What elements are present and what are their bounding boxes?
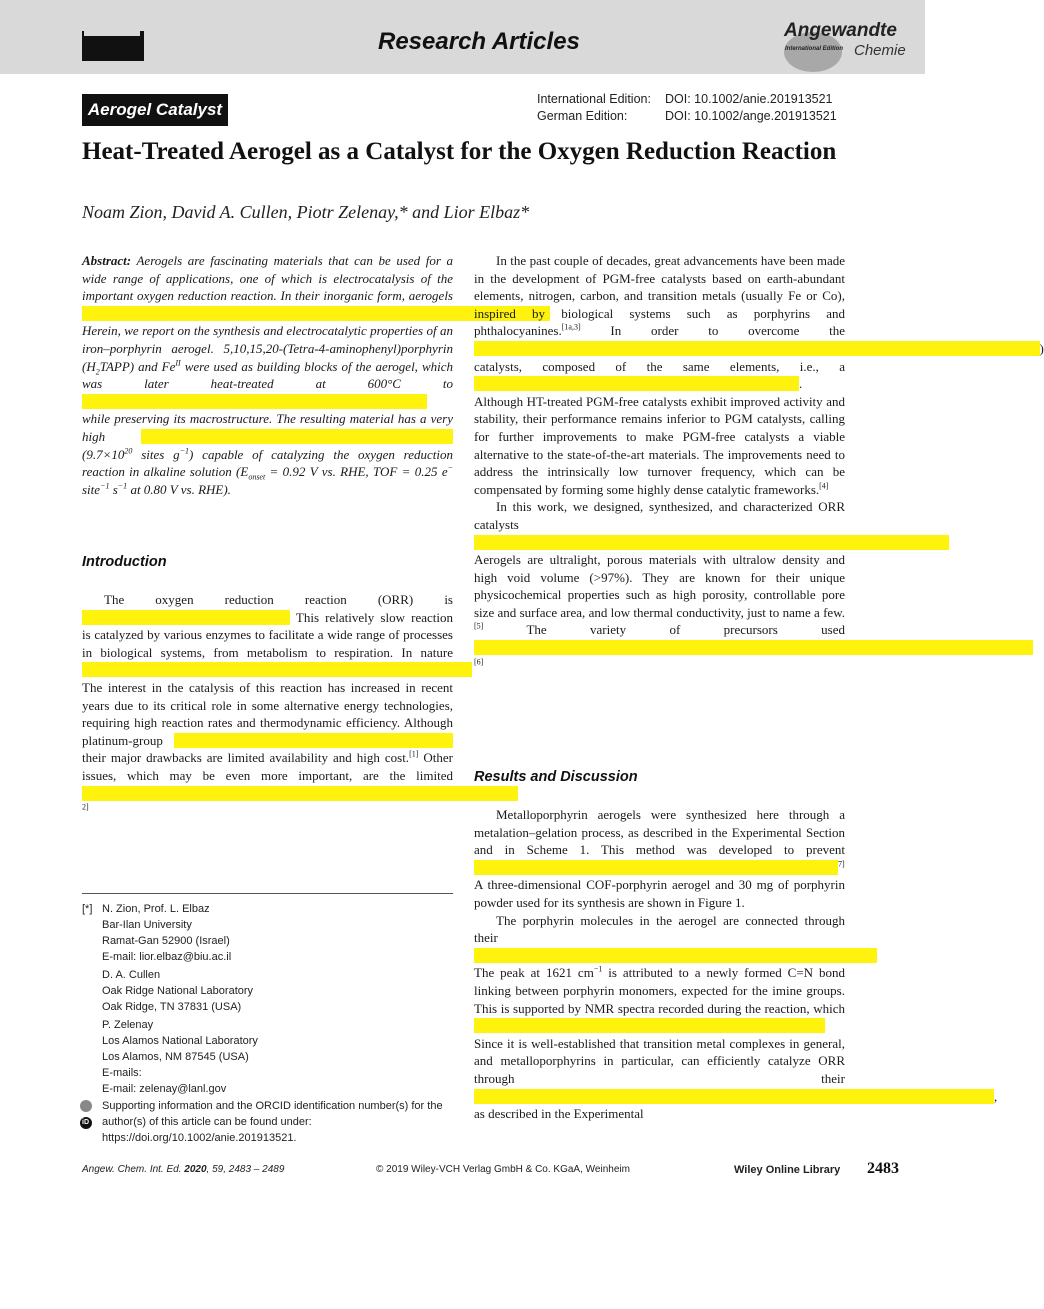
redaction-bar	[82, 394, 427, 409]
results-text-3: The porphyrin molecules in the aerogel are connected through their	[474, 912, 845, 946]
results-text-6: Since it is well-established that transition metal complexes in general, and metalloporphyrins in particular, can efficiently catalyze ORR through their	[474, 1035, 845, 1086]
abstract-text-2: Herein, we report on the synthesis and electrocatalytic properties of an iron–porphyrin aerogel. 5,10,15,20-(Tetra-4-aminophenyl)porphyrin (H	[82, 323, 453, 374]
redaction-bar	[82, 662, 472, 677]
doi-international	[537, 92, 833, 106]
ref-5[interactable]: [5]	[474, 622, 484, 632]
supporting-info-icon	[80, 1100, 92, 1112]
right-text-1: In the past couple of decades, great advancements have been made in the development of PGM-free catalysts based on earth-abundant elements, nitrogen, carbon, and transition metals (usually Fe or Co), inspired by biological systems such as porphyrins and phthalocyanines.	[474, 253, 845, 339]
affil-2-line: D. A. Cullen	[102, 969, 161, 981]
right-text-2: In order to overcome the	[610, 323, 845, 339]
affil-2-line: Oak Ridge, TN 37831 (USA)	[102, 1001, 242, 1013]
results-text-5: is attributed to a newly formed C=N bond linking between porphyrin monomers, expected for the imine groups. This is supported by NMR spectra recorded during the reaction, which	[474, 965, 845, 1016]
affiliations	[82, 901, 462, 1101]
redaction-bar	[141, 429, 453, 444]
abstract: Abstract: Aerogels are fascinating materials that can be used for a wide range of applications, one of which is electrocatalysis of the important oxygen reduction reaction. In their inorganic form, aerogels Herein, we report on the synthesis and electrocatalytic properties of an iron–porphyrin aerogel. 5,10,15,20-(Tetra-4-aminophenyl)porphyrin $(H_2TAPP)$ and $Fe^{II}$ were used as building blocks of the aerogel, which was later heat-treated at 600°C to while preserving its macrostructure. The resulting material has a very high ($9.7\times 10^{20}$ sites $g^{-1}$) capable of catalyzing the oxygen reduction reaction in alkaline solution ($E_{onset} = 0.92$ V vs. RHE, TOF = 0.25 e− site$^{-1}$ $s^{-1}$ at 0.80 V vs. RHE).	[82, 252, 453, 498]
ref-2[interactable]: 2]	[82, 802, 89, 812]
results-text-4: The peak at 1621 cm	[474, 965, 594, 981]
abstract-text-4: (9.7×10	[82, 446, 125, 462]
right-text-4: Although HT-treated PGM-free catalysts exhibit improved activity and stability, their performance remains inferior to PGM catalysts, calling for further improvements to make PGM-free catalysts a viable alternative to the state-of-the-art materials. The improvements need to address the intrinsically low turnover frequency, which can be compensated by forming some highly dense catalytic frameworks.	[474, 393, 845, 497]
redaction-bar	[474, 640, 1033, 655]
heading-introduction: Introduction	[82, 554, 167, 570]
affil-3-line: P. Zelenay	[102, 1019, 154, 1031]
doi-german-label: German Edition:	[537, 109, 628, 123]
footer-journal: Angew. Chem. Int. Ed.	[82, 1164, 182, 1175]
redaction-bar	[474, 948, 877, 963]
affil-1-line: Ramat-Gan 52900 (Israel)	[102, 935, 230, 947]
affil-3-email[interactable]: E-mail: zelenay@lanl.gov	[102, 1083, 227, 1095]
redaction-bar	[474, 860, 838, 875]
right-text-3: catalysts, composed of the same elements, i.e., a	[474, 358, 845, 374]
abstract-text-2b: TAPP) and Fe	[99, 358, 176, 374]
doi-intl-value[interactable]: DOI: 10.1002/anie.201913521	[665, 92, 833, 106]
orcid-icon: iD	[80, 1117, 92, 1129]
heading-results: Results and Discussion	[474, 769, 638, 785]
footer-wiley-library[interactable]: Wiley Online Library	[734, 1164, 841, 1176]
intro-text-5: Other issues, which may be even more important, are the limited	[82, 750, 454, 783]
results-text-2: A three-dimensional COF-porphyrin aerogel and 30 mg of porphyrin powder used for its synthesis are shown in Figure 1.	[474, 877, 845, 910]
doi-german	[537, 109, 837, 123]
right-text-7: The variety of precursors used	[526, 622, 845, 638]
footer-volume: , 59, 2483 – 2489	[206, 1164, 285, 1175]
abstract-text-4f: s	[112, 481, 118, 497]
affil-2-line: Oak Ridge National Laboratory	[102, 985, 254, 997]
ref-4[interactable]: [4]	[819, 481, 829, 491]
right-text-5: In this work, we designed, synthesized, and characterized ORR catalysts	[474, 499, 845, 532]
affiliation-marker: [*]	[82, 903, 93, 915]
author-list: Noam Zion, David A. Cullen, Piotr Zelenay,* and Lior Elbaz*	[82, 202, 530, 222]
redaction-bar	[474, 1089, 994, 1104]
footer-copyright: © 2019 Wiley-VCH Verlag GmbH & Co. KGaA, Weinheim	[376, 1164, 630, 1175]
redaction-bar	[474, 341, 1040, 356]
results-text-7: , as described in the Experimental	[474, 1088, 998, 1122]
affil-3-line: E-mails:	[102, 1067, 142, 1079]
abstract-text-4e: site	[82, 481, 101, 497]
redaction-bar	[474, 376, 799, 391]
supporting-info-text[interactable]: Supporting information and the ORCID identification number(s) for the author(s) of this article can be found under: https://doi.org/10.1002/anie.201913521.	[102, 1100, 443, 1144]
category-badge: Aerogel Catalyst	[82, 94, 228, 126]
ref-6[interactable]: [6]	[474, 657, 484, 667]
doi-german-value[interactable]: DOI: 10.1002/ange.201913521	[665, 109, 837, 123]
redaction-bar	[82, 786, 518, 801]
abstract-label: Abstract:	[82, 253, 132, 268]
affiliation-body	[102, 901, 462, 1097]
footnote-rule	[82, 893, 453, 894]
results-text-1: Metalloporphyrin aerogels were synthesized here through a metalation–gelation process, as described in the Experimental Section and in Scheme 1. This method was developed to prevent	[474, 807, 845, 858]
redaction-bar	[474, 535, 949, 550]
redaction-bar	[474, 1018, 825, 1033]
abstract-text-3: while preserving its macrostructure. The resulting material has a very high	[82, 411, 453, 444]
affil-3-line: Los Alamos National Laboratory	[102, 1035, 258, 1047]
journal-sub: Chemie	[854, 42, 906, 59]
affil-1-email[interactable]: E-mail: lior.elbaz@biu.ac.il	[102, 951, 232, 963]
abstract-text-4g: at 0.80 V vs. RHE).	[130, 481, 231, 497]
footer-year: 2020	[184, 1164, 207, 1175]
journal-logo	[778, 22, 908, 68]
intro-text-2: This relatively slow reaction is catalyzed by various enzymes to facilitate a wide range of processes in biological systems, from metabolism to respiration. In nature	[82, 609, 453, 660]
footer-citation	[82, 1164, 284, 1175]
abstract-text-4c: ) capable of catalyzing the oxygen reduction reaction in alkaline solution (E	[82, 446, 454, 480]
ref-1[interactable]: [1]	[409, 750, 419, 760]
affil-1-line: Bar-Ilan University	[102, 919, 192, 931]
right-text-6: Aerogels are ultralight, porous materials with ultralow density and high void volume (>97%). They are known for their unique physicochemical properties such as high porosity, controllable pore size and surface area, and low thermal conductivity, just to name a few.	[474, 552, 845, 620]
ref-7[interactable]: 7]	[838, 859, 845, 869]
abstract-text-2c: were used as building blocks of the aerogel, which was later heat-treated at 600°C to	[82, 358, 453, 392]
journal-edition: International Edition	[785, 46, 843, 52]
section-title: Research Articles	[378, 28, 580, 55]
affil-3-line: Los Alamos, NM 87545 (USA)	[102, 1051, 249, 1063]
publisher-logo	[82, 31, 144, 61]
ref-1a-3[interactable]: [1a,3]	[561, 323, 581, 333]
results-body: Metalloporphyrin aerogels were synthesized here through a metalation–gelation process, as described in the Experimental Section and in Scheme 1. This method was developed to prevent $^{7]}$ A three-dimensional COF-porphyrin aerogel and 30 mg of porphyrin powder used for its synthesis are shown in Figure 1. The porphyrin molecules in the aerogel are connected through their The peak at 1621 $cm^{-1}$ is attributed to a newly formed C=N bond linking between porphyrin monomers, expected for the imine groups. This is supported by NMR spectra recorded during the reaction, which Since it is well-established that transition metal complexes in general, and metalloporphyrins in particular, can efficiently catalyze ORR through their , as described in the Experimental	[474, 807, 998, 1122]
intro-text-3: The interest in the catalysis of this reaction has increased in recent years due to its critical role in some alternative energy technologies, requiring high reaction rates and thermodynamic efficiency. Although platinum-group	[82, 679, 453, 748]
intro-text-4: their major drawbacks are limited availability and high cost.	[82, 750, 410, 766]
doi-intl-label: International Edition:	[537, 92, 651, 106]
article-title: Heat-Treated Aerogel as a Catalyst for the Oxygen Reduction Reaction	[82, 138, 837, 165]
abstract-text-4b: sites g	[141, 446, 180, 462]
redaction-bar	[174, 733, 454, 748]
introduction-body	[82, 591, 453, 820]
abstract-text-1: Aerogels are fascinating materials that can be used for a wide range of applications, one of which is electrocatalysis of the important oxygen reduction reaction. In their inorganic form, aerogels	[82, 253, 453, 304]
abstract-text-4d: = 0.92 V vs. RHE, TOF = 0.25 e	[269, 464, 448, 480]
page-number: 2483	[867, 1160, 899, 1177]
journal-name: Angewandte	[784, 20, 897, 41]
right-column-body: In the past couple of decades, great advancements have been made in the development of PGM-free catalysts based on earth-abundant elements, nitrogen, carbon, and transition metals (usually Fe or Co), inspired by biological systems such as porphyrins and phthalocyanines.[1a,3] In order to overcome the ) catalysts, composed of the same elements, i.e., a . Although HT-treated PGM-free catalysts exhibit improved activity and stability, their performance remains inferior to PGM catalysts, calling for further improvements to make PGM-free catalysts a viable alternative to the state-of-the-art materials. The improvements need to address the intrinsically low turnover frequency, which can be compensated by forming some highly dense catalytic frameworks.[4] In this work, we designed, synthesized, and characterized ORR catalysts Aerogels are ultralight, porous materials with ultralow density and high void volume (>97%). They are known for their unique physicochemical properties such as high porosity, controllable pore size and surface area, and low thermal conductivity, just to name a few.[5] The variety of precursors used [6]	[474, 253, 1044, 667]
affil-1-line: N. Zion, Prof. L. Elbaz	[102, 903, 210, 915]
redaction-bar	[82, 610, 290, 625]
intro-text-1: The oxygen reduction reaction (ORR) is	[104, 592, 453, 607]
